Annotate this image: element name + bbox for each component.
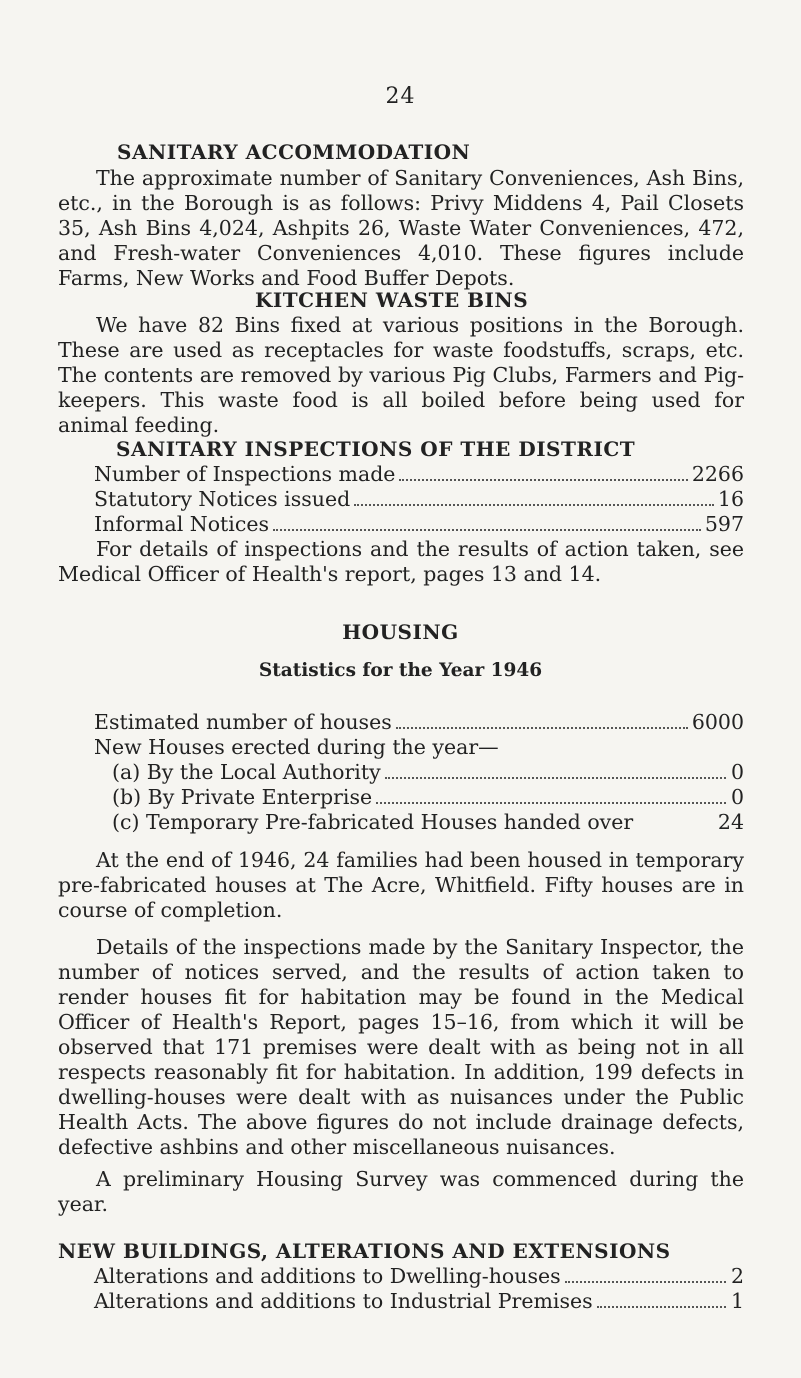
housing-row-value: 0 <box>730 760 744 784</box>
housing-paragraph-3-text: A preliminary Housing Survey was commenced during the year. <box>58 1167 744 1216</box>
inspection-row <box>94 512 744 537</box>
page-number: 24 <box>385 84 416 109</box>
housing-row-label: (a) By the Local Authority <box>112 760 381 784</box>
estimated-houses-row <box>94 710 744 735</box>
housing-row <box>112 785 744 810</box>
housing-paragraph-2 <box>58 935 744 1160</box>
housing-row-value: 0 <box>730 785 744 809</box>
leader-dots <box>597 1306 726 1308</box>
new-houses-row <box>94 735 744 760</box>
kitchen-waste-bins-text <box>58 313 744 438</box>
inspections-note-text: For details of inspections and the results of action taken, see Medical Officer of Health's report, pages 13 and 14. <box>58 537 744 586</box>
leader-dots <box>399 479 687 481</box>
new-houses-label: New Houses erected during the year— <box>94 735 499 759</box>
sanitary-inspections-heading: SANITARY INSPECTIONS OF THE DISTRICT <box>116 437 636 461</box>
leader-dots <box>565 1281 726 1283</box>
housing-row-label: (b) By Private Enterprise <box>112 785 373 809</box>
buildings-row-value: 2 <box>730 1264 744 1288</box>
sanitary-accommodation-heading: SANITARY ACCOMMODATION <box>117 140 471 164</box>
estimated-houses-label: Estimated number of houses <box>94 710 392 734</box>
inspection-label: Number of Inspections made <box>94 462 396 486</box>
inspection-row <box>94 462 744 487</box>
buildings-row-label: Alterations and additions to Dwelling-houses <box>94 1264 561 1288</box>
leader-dots <box>396 727 688 729</box>
housing-paragraph-3 <box>58 1167 744 1217</box>
buildings-row <box>94 1289 744 1314</box>
inspection-value: 597 <box>704 512 744 536</box>
sanitary-accommodation-text <box>58 166 744 291</box>
housing-paragraph-2-text: Details of the inspections made by the Sanitary Inspector, the number of notices served, and the results of action taken to render houses fit for habitation may be found in the Medical Officer of Health's Report, pages 15–16, from which it will be observed that 171 premises were dealt with as being not in all respects reasonably fit for habitation. In addition, 199 defects in dwelling-houses were dealt with as nuisances under the Public Health Acts. The above figures do not include drainage defects, defective ashbins and other miscellaneous nuisances. <box>58 935 744 1159</box>
temporary-houses-value: 24 <box>717 810 744 834</box>
inspections-note <box>58 537 744 587</box>
inspection-value: 2266 <box>691 462 744 486</box>
leader-dots <box>376 802 726 804</box>
buildings-row-value: 1 <box>730 1289 744 1313</box>
housing-subheading: Statistics for the Year 1946 <box>258 660 543 681</box>
inspection-row <box>94 487 744 512</box>
new-buildings-heading: NEW BUILDINGS, ALTERATIONS AND EXTENSIONS <box>58 1239 671 1263</box>
housing-row <box>112 760 744 785</box>
buildings-row-label: Alterations and additions to Industrial Premises <box>94 1289 593 1313</box>
temporary-houses-label: (c) Temporary Pre-fabricated Houses handed over <box>112 810 634 834</box>
estimated-houses-value: 6000 <box>691 710 744 734</box>
inspection-label: Statutory Notices issued <box>94 487 351 511</box>
sanitary-accommodation-body: The approximate number of Sanitary Conveniences, Ash Bins, etc., in the Borough is as follows: Privy Middens 4, Pail Closets 35, Ash Bins 4,024, Ashpits 26, Waste Water Conveniences, 472, and Fresh-water Conveniences 4,010. These figures include Farms, New Works and Food Buffer Depots. <box>58 166 744 290</box>
buildings-row <box>94 1264 744 1289</box>
inspection-label: Informal Notices <box>94 512 269 536</box>
leader-dots <box>273 529 701 531</box>
inspection-value: 16 <box>717 487 744 511</box>
temporary-houses-row <box>112 810 744 835</box>
kitchen-waste-bins-heading: KITCHEN WASTE BINS <box>255 288 529 312</box>
leader-dots <box>385 777 726 779</box>
housing-paragraph-1-text: At the end of 1946, 24 families had been housed in temporary pre-fabricated houses at The Acre, Whitfield. Fifty houses are in course of completion. <box>58 848 744 922</box>
housing-paragraph-1 <box>58 848 744 923</box>
leader-dots <box>354 504 714 506</box>
kitchen-waste-bins-body: We have 82 Bins fixed at various positions in the Borough. These are used as receptacles for waste foodstuffs, scraps, etc. The contents are removed by various Pig Clubs, Farmers and Pig-keepers. This waste food is all boiled before being used for animal feeding. <box>58 313 744 437</box>
housing-heading: HOUSING <box>342 620 459 644</box>
